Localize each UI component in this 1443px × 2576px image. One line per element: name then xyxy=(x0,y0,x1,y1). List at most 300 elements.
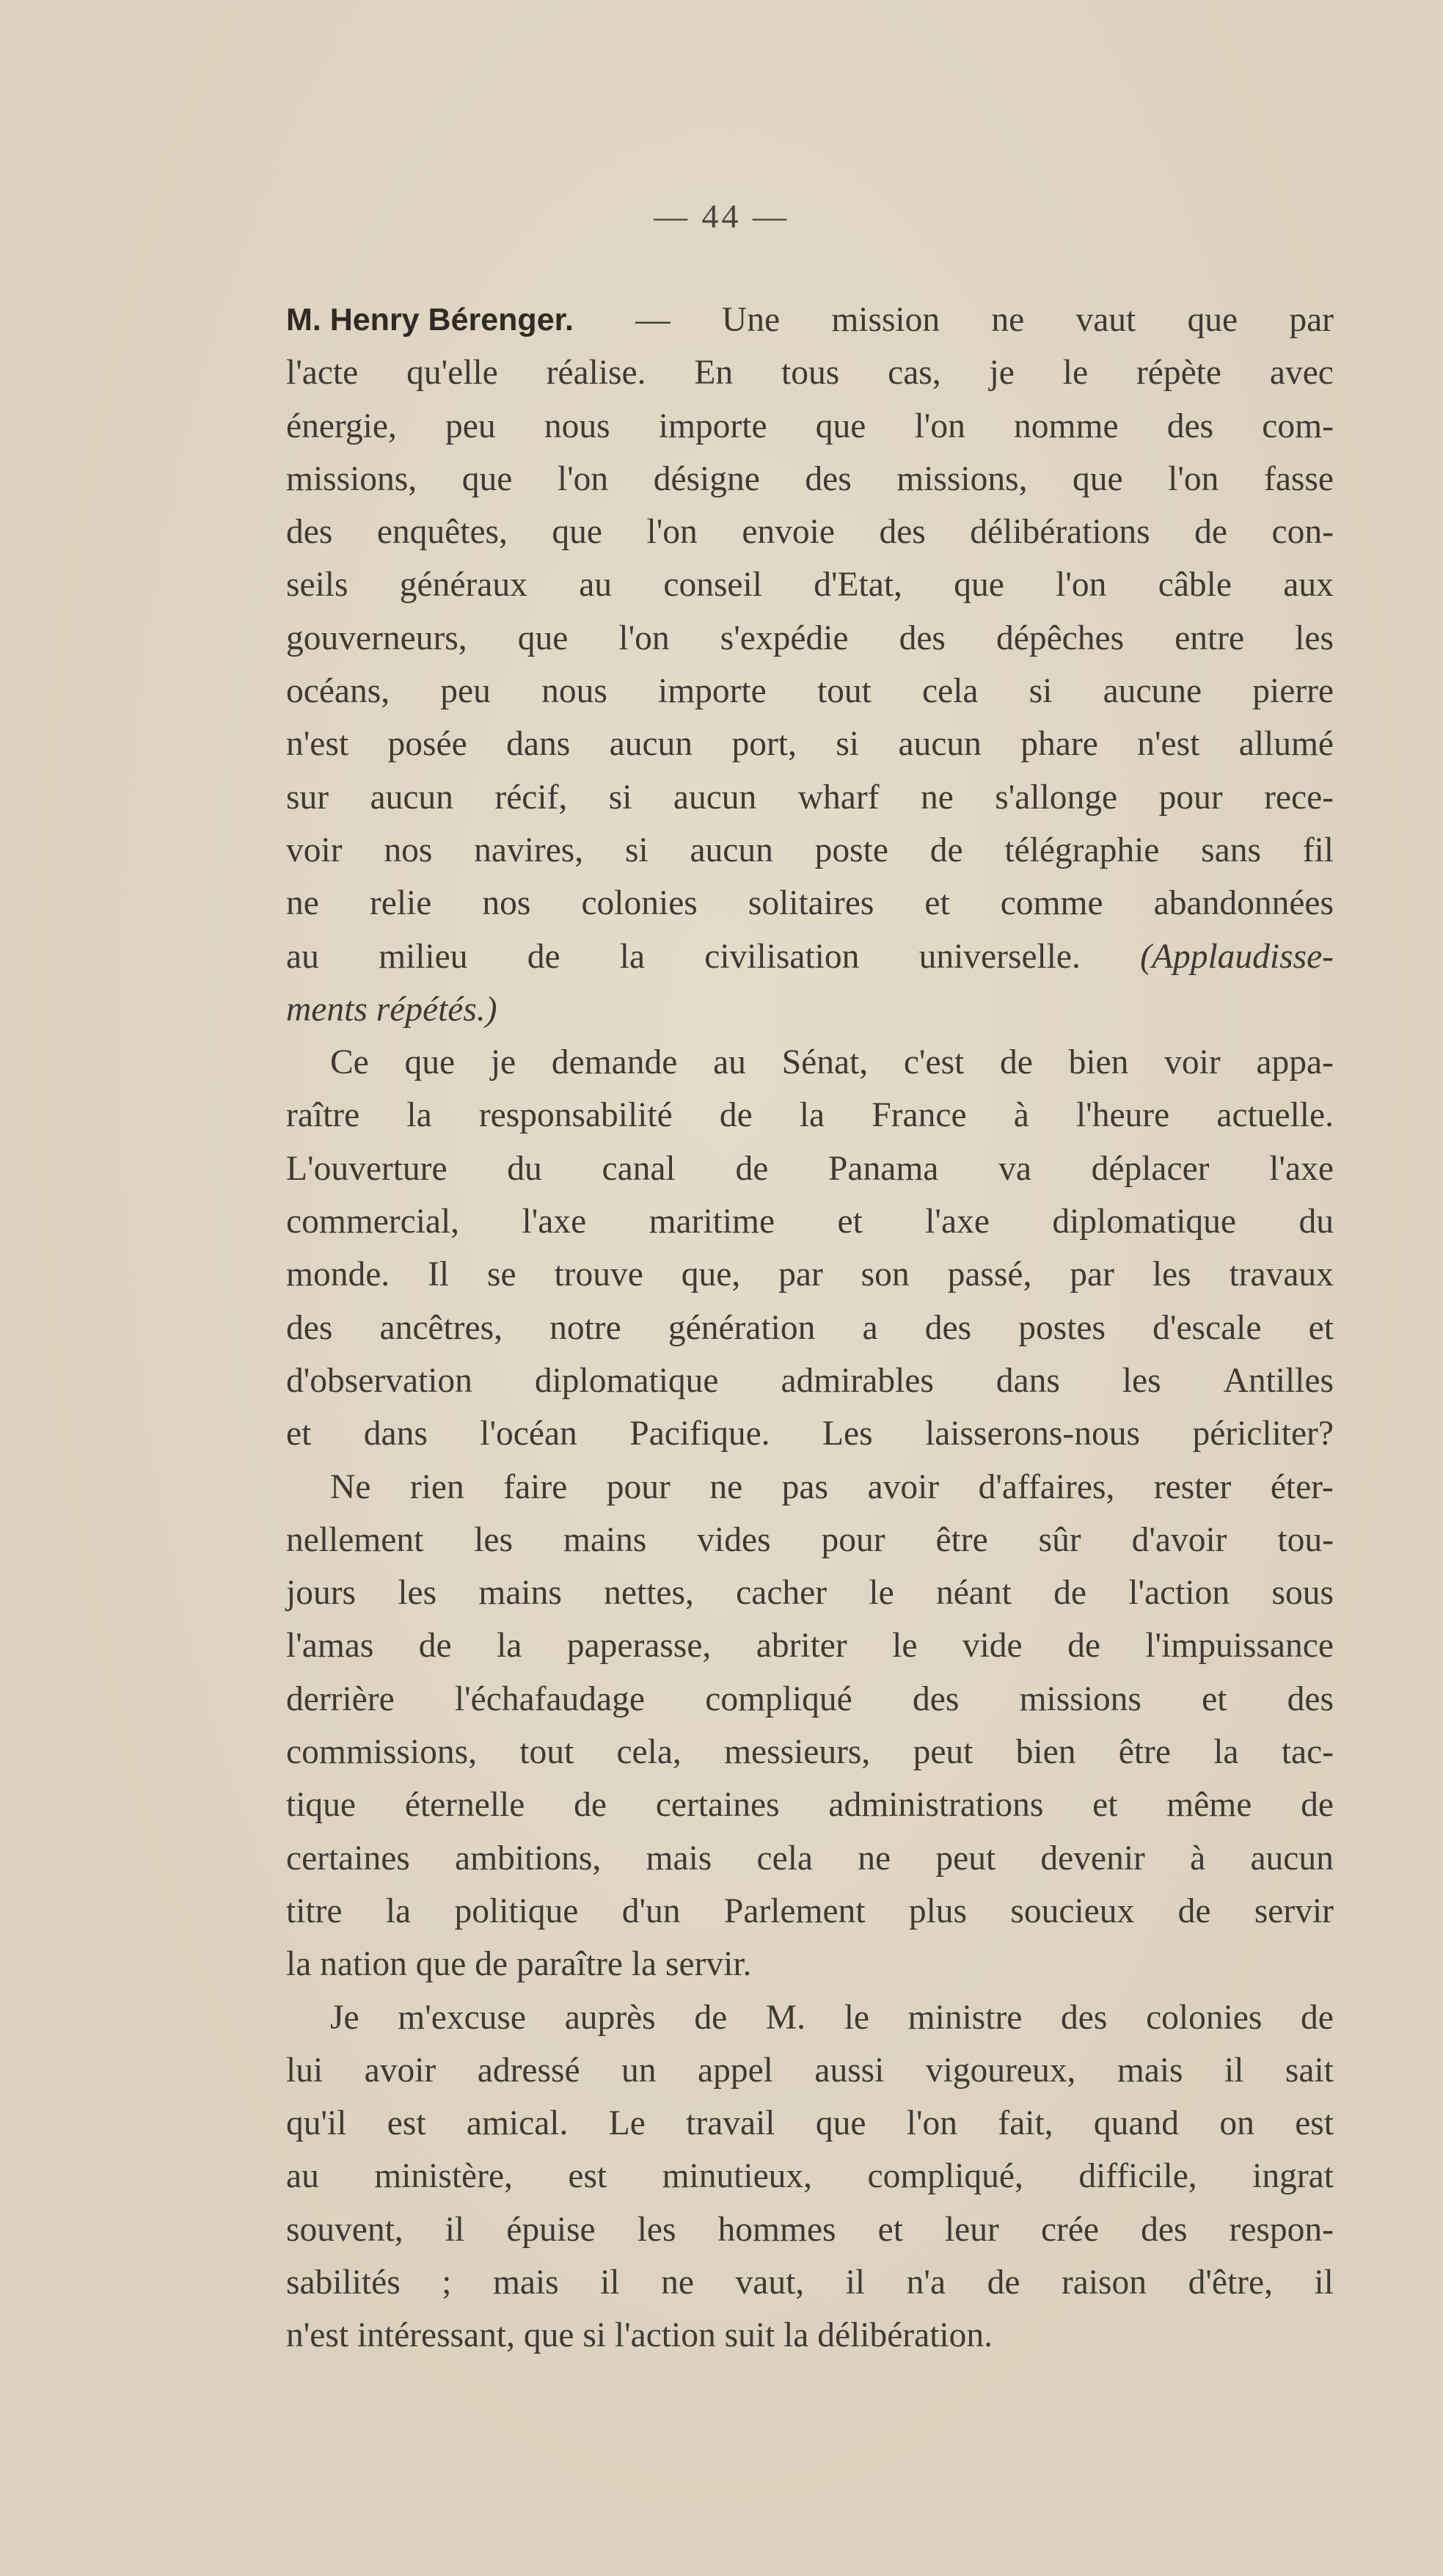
word: aussi xyxy=(814,2051,885,2090)
text-line xyxy=(286,1938,1334,1991)
text-line xyxy=(286,1354,1334,1407)
word: notre xyxy=(549,1308,621,1347)
text-line xyxy=(286,1195,1334,1248)
word: et xyxy=(1308,1308,1334,1347)
text-line xyxy=(286,2309,1334,2362)
word: servir xyxy=(1254,1891,1334,1930)
word: trouve xyxy=(554,1255,643,1294)
word: l'on xyxy=(618,619,670,657)
word: des xyxy=(1287,1679,1334,1718)
word: au xyxy=(713,1043,746,1082)
word: n'est xyxy=(286,2316,349,2355)
word: n'a xyxy=(906,2263,946,2302)
word: importe xyxy=(658,672,767,711)
word: con- xyxy=(1271,513,1334,552)
word: peu xyxy=(440,672,491,711)
word: le xyxy=(1062,354,1089,393)
text-line xyxy=(286,1832,1334,1885)
word: travaux xyxy=(1229,1255,1334,1294)
word: de xyxy=(574,1786,607,1825)
word: aucun xyxy=(1250,1839,1334,1878)
word: des xyxy=(286,1308,333,1347)
word: la xyxy=(406,1096,432,1135)
word: il xyxy=(1224,2051,1244,2090)
word: si xyxy=(608,778,632,817)
word: paperasse, xyxy=(566,1627,712,1665)
word: que xyxy=(523,2316,574,2355)
word: quand xyxy=(1093,2104,1179,2143)
word: l'axe xyxy=(522,1203,587,1241)
word: adressé xyxy=(477,2051,580,2090)
word: conseil xyxy=(663,566,762,605)
word: dans xyxy=(363,1415,428,1453)
word: des xyxy=(924,1308,972,1347)
text-line xyxy=(286,2044,1334,2097)
word: l'on xyxy=(1056,566,1107,605)
applause-note-word: répétés.) xyxy=(376,990,497,1029)
word: que xyxy=(461,459,513,498)
word: raison xyxy=(1061,2263,1147,2302)
text-line xyxy=(286,1514,1334,1566)
word: plus xyxy=(908,1891,968,1930)
word: au xyxy=(286,2157,319,2196)
word: l'amas xyxy=(286,1627,374,1665)
word: l'on xyxy=(1168,459,1219,498)
word: minutieux, xyxy=(662,2157,813,2196)
word: vide xyxy=(962,1627,1023,1665)
word: l'axe xyxy=(1269,1149,1334,1188)
word: que xyxy=(415,1945,467,1984)
text-line xyxy=(286,453,1334,506)
word: tac- xyxy=(1281,1733,1334,1772)
word: gouverneurs, xyxy=(286,619,467,657)
word: au xyxy=(579,566,613,605)
word: et xyxy=(1092,1786,1118,1825)
text-line xyxy=(286,1991,1334,2044)
word: peu xyxy=(445,406,496,445)
word: que xyxy=(1187,301,1238,339)
text-line xyxy=(286,558,1334,611)
word: commissions, xyxy=(286,1733,477,1772)
word: sur xyxy=(286,778,329,817)
word: de xyxy=(1301,1998,1334,2037)
word: l'on xyxy=(646,513,698,552)
word: de xyxy=(475,1945,508,1984)
word: de xyxy=(1000,1043,1033,1082)
word: l'impuissance xyxy=(1145,1627,1334,1665)
text-line xyxy=(286,718,1334,770)
text-line xyxy=(286,1407,1334,1460)
word: déplacer xyxy=(1091,1149,1210,1188)
word: nous xyxy=(541,672,607,711)
word: rester xyxy=(1153,1467,1232,1506)
word: vides xyxy=(697,1520,771,1559)
word: seils xyxy=(286,566,348,605)
word: de xyxy=(719,1096,753,1135)
word: et xyxy=(1202,1679,1227,1718)
word: que xyxy=(517,619,569,657)
word: tous xyxy=(781,354,840,393)
word: appel xyxy=(698,2051,773,2090)
word: Parlement xyxy=(723,1891,866,1930)
word: missions, xyxy=(896,459,1028,498)
word: de xyxy=(735,1149,769,1188)
word: Ce xyxy=(330,1043,369,1082)
word: solitaires xyxy=(748,884,874,923)
word: récif, xyxy=(494,778,568,817)
text-line xyxy=(286,665,1334,718)
word: difficile, xyxy=(1078,2157,1197,2196)
word: civilisation xyxy=(704,937,860,976)
word: maritime xyxy=(649,1203,775,1241)
text-line xyxy=(286,612,1334,665)
word: ne xyxy=(991,301,1025,339)
word: entre xyxy=(1175,619,1245,657)
word: des xyxy=(1061,1998,1108,2037)
word: la xyxy=(286,1945,312,1984)
word: son xyxy=(861,1255,910,1294)
word: aucune xyxy=(1103,672,1202,711)
word: intéressant, xyxy=(357,2316,515,2355)
word: la xyxy=(497,1627,522,1665)
word: canal xyxy=(602,1149,676,1188)
word: la xyxy=(1213,1733,1239,1772)
word: tique xyxy=(286,1786,356,1825)
word: com- xyxy=(1262,406,1334,445)
word: raître xyxy=(286,1096,360,1135)
word: et xyxy=(877,2210,903,2249)
word: que xyxy=(954,566,1004,605)
word: aucun xyxy=(370,778,453,817)
word: les xyxy=(474,1520,513,1559)
word: admirables xyxy=(781,1361,934,1400)
applause-note-word: ments xyxy=(286,990,368,1029)
word: ; xyxy=(442,2263,452,2302)
word: l'action xyxy=(614,2316,716,2355)
word: port, xyxy=(731,725,797,764)
word: par xyxy=(1070,1255,1114,1294)
word: il xyxy=(1314,2263,1334,2302)
text-line xyxy=(286,1778,1334,1831)
word: importe xyxy=(658,406,767,445)
word: avec xyxy=(1269,354,1334,393)
word: derrière xyxy=(286,1679,395,1718)
word: être xyxy=(1118,1733,1171,1772)
word: fil xyxy=(1302,831,1334,869)
word: Une xyxy=(721,301,781,339)
word: soucieux xyxy=(1010,1891,1135,1930)
word: les xyxy=(637,2210,676,2249)
word: fasse xyxy=(1264,459,1334,498)
text-line xyxy=(286,824,1334,877)
word: avoir xyxy=(364,2051,436,2090)
word: tou- xyxy=(1277,1520,1334,1559)
word: ne xyxy=(286,884,319,923)
word: demande xyxy=(551,1043,678,1082)
word: je xyxy=(490,1043,516,1082)
text-line xyxy=(286,1673,1334,1726)
word: laisserons-nous xyxy=(925,1415,1140,1453)
text-line xyxy=(286,400,1334,453)
word: si xyxy=(836,725,859,764)
word: du xyxy=(507,1149,542,1188)
word: que xyxy=(404,1043,456,1082)
word: aucun xyxy=(673,778,757,817)
word: l'axe xyxy=(925,1203,990,1241)
word: les xyxy=(1295,619,1334,657)
word: que xyxy=(552,513,603,552)
word: néant xyxy=(935,1574,1012,1613)
word: délibérations xyxy=(970,513,1150,552)
word: est xyxy=(568,2157,607,2196)
word: peut xyxy=(913,1733,973,1772)
word: cela xyxy=(922,672,979,711)
word: de xyxy=(929,831,963,869)
word: d'un xyxy=(621,1891,681,1930)
word: monde. xyxy=(286,1255,390,1294)
word: il xyxy=(445,2210,465,2249)
applause-note-word: (Applaudisse- xyxy=(1140,937,1334,976)
word: fait, xyxy=(998,2104,1053,2143)
word: En xyxy=(694,354,734,393)
word: des xyxy=(1166,406,1214,445)
word: le xyxy=(892,1627,918,1665)
word: de xyxy=(1067,1627,1100,1665)
word: n'est xyxy=(286,725,349,764)
word: dans xyxy=(506,725,571,764)
word: leur xyxy=(944,2210,999,2249)
word: que xyxy=(815,406,866,445)
word: sans xyxy=(1201,831,1261,869)
word: la xyxy=(783,2316,809,2355)
word: que xyxy=(1073,459,1123,498)
word: l'action xyxy=(1128,1574,1230,1613)
word: l'océan xyxy=(480,1415,577,1453)
word: la xyxy=(631,1945,657,1984)
text-line xyxy=(286,2203,1334,2256)
word: missions, xyxy=(286,459,417,498)
word: pour xyxy=(606,1467,671,1506)
text-line xyxy=(286,877,1334,930)
word: si xyxy=(624,831,649,869)
word: s'expédie xyxy=(720,619,849,657)
word: épuise xyxy=(506,2210,596,2249)
word: d'escale xyxy=(1152,1308,1262,1347)
text-line xyxy=(286,1619,1334,1672)
word: vaut xyxy=(1075,301,1136,339)
word: L'ouverture xyxy=(286,1149,447,1188)
word: péricliter? xyxy=(1192,1415,1334,1453)
word: on xyxy=(1219,2104,1254,2143)
word: responsabilité xyxy=(478,1096,673,1135)
word: a xyxy=(862,1308,878,1347)
word: de xyxy=(987,2263,1020,2302)
text-line xyxy=(286,1248,1334,1301)
word: vigoureux, xyxy=(925,2051,1076,2090)
word: l'échafaudage xyxy=(454,1679,645,1718)
word: réalise. xyxy=(546,354,646,393)
word: titre xyxy=(286,1891,343,1930)
word: rien xyxy=(409,1467,464,1506)
word: compliqué, xyxy=(867,2157,1023,2196)
word: dépêches xyxy=(996,619,1125,657)
word: des xyxy=(1141,2210,1188,2249)
word: diplomatique xyxy=(534,1361,719,1400)
word: d'Etat, xyxy=(814,566,902,605)
word: c'est xyxy=(903,1043,965,1082)
word: France xyxy=(872,1096,967,1135)
word: n'est xyxy=(1137,725,1200,764)
word: un xyxy=(621,2051,657,2090)
word: télégraphie xyxy=(1004,831,1160,869)
word: d'avoir xyxy=(1131,1520,1227,1559)
word: de xyxy=(694,1998,728,2037)
word: et xyxy=(837,1203,863,1241)
word: de xyxy=(1301,1786,1334,1825)
word: si xyxy=(1029,672,1053,711)
word: par xyxy=(778,1255,823,1294)
word: bien xyxy=(1068,1043,1129,1082)
word: avoir xyxy=(867,1467,940,1506)
word: si xyxy=(582,2316,606,2355)
word: de xyxy=(527,937,560,976)
word: des xyxy=(913,1679,960,1718)
word: des xyxy=(899,619,946,657)
text-line xyxy=(286,983,1334,1036)
word: génération xyxy=(668,1308,816,1347)
word: certaines xyxy=(655,1786,780,1825)
word: Sénat, xyxy=(781,1043,869,1082)
word: aucun xyxy=(898,725,982,764)
word: mais xyxy=(492,2263,559,2302)
word: travail xyxy=(686,2104,775,2143)
word: de xyxy=(1053,1574,1086,1613)
word: phare xyxy=(1020,725,1098,764)
word: Antilles xyxy=(1223,1361,1334,1400)
word: mains xyxy=(563,1520,647,1559)
word: le xyxy=(844,1998,869,2037)
word: m'excuse xyxy=(398,1998,527,2037)
word: crée xyxy=(1040,2210,1100,2249)
page-number: — 44 — xyxy=(654,197,789,235)
word: respon- xyxy=(1229,2210,1334,2249)
word: le xyxy=(869,1574,894,1613)
word: ancêtres, xyxy=(379,1308,503,1347)
text-line xyxy=(286,1885,1334,1938)
word: par xyxy=(1289,301,1334,339)
word: voir xyxy=(286,831,343,869)
word: l'on xyxy=(557,459,609,498)
word: à xyxy=(1190,1839,1206,1878)
word: envoie xyxy=(742,513,835,552)
word: M. xyxy=(765,1998,806,2037)
word: désigne xyxy=(653,459,760,498)
text-line xyxy=(286,1036,1334,1089)
word: comme xyxy=(1000,884,1103,923)
text-line xyxy=(286,1142,1334,1195)
word: nos xyxy=(384,831,433,869)
word: l'heure xyxy=(1075,1096,1170,1135)
word: les xyxy=(1152,1255,1191,1294)
word: commercial, xyxy=(286,1203,460,1241)
word: mains xyxy=(478,1574,562,1613)
word: nos xyxy=(482,884,531,923)
word: Panama xyxy=(828,1149,939,1188)
word: colonies xyxy=(581,884,698,923)
word: ministre xyxy=(907,1998,1023,2037)
word: lui xyxy=(286,2051,324,2090)
word: hommes xyxy=(717,2210,836,2249)
word: que xyxy=(815,2104,866,2143)
word: ne xyxy=(858,1839,891,1878)
word: ministère, xyxy=(374,2157,513,2196)
text-line xyxy=(286,506,1334,558)
word: d'affaires, xyxy=(978,1467,1115,1506)
speaker-name: M. Henry Bérenger. xyxy=(286,302,574,337)
word: sous xyxy=(1271,1574,1334,1613)
word: Le xyxy=(608,2104,646,2143)
word: ne xyxy=(709,1467,743,1506)
word: jours xyxy=(286,1574,356,1613)
word: Il xyxy=(428,1255,450,1294)
word: colonies xyxy=(1146,1998,1263,2037)
word: posée xyxy=(387,725,467,764)
text-line xyxy=(286,2097,1334,2150)
word: même xyxy=(1166,1786,1252,1825)
word: et xyxy=(924,884,950,923)
word: — xyxy=(635,301,671,339)
word: cacher xyxy=(736,1574,828,1613)
word: souvent, xyxy=(286,2210,403,2249)
word: l'on xyxy=(906,2104,958,2143)
word: navires, xyxy=(474,831,584,869)
word: nellement xyxy=(286,1520,424,1559)
word: énergie, xyxy=(286,406,397,445)
text-line xyxy=(286,2150,1334,2203)
word: répète xyxy=(1136,354,1221,393)
word: de xyxy=(418,1627,452,1665)
word: universelle. xyxy=(918,937,1081,976)
word: cela xyxy=(756,1839,813,1878)
text-line xyxy=(286,1461,1334,1514)
word: mission xyxy=(831,301,940,339)
word: mais xyxy=(1117,2051,1183,2090)
word: politique xyxy=(454,1891,579,1930)
word: rece- xyxy=(1264,778,1334,817)
word: nomme xyxy=(1014,406,1119,445)
word: aux xyxy=(1283,566,1334,605)
word: pour xyxy=(821,1520,885,1559)
word: et xyxy=(286,1415,312,1453)
word: il xyxy=(845,2263,866,2302)
word: Les xyxy=(822,1415,873,1453)
word: amical. xyxy=(466,2104,569,2143)
word: Ne xyxy=(330,1467,371,1506)
word: missions xyxy=(1019,1679,1141,1718)
word: des xyxy=(805,459,852,498)
word: éternelle xyxy=(404,1786,525,1825)
word: mais xyxy=(646,1839,712,1878)
word: tout xyxy=(817,672,872,711)
word: poste xyxy=(814,831,888,869)
word: Je xyxy=(330,1998,359,2037)
text-line xyxy=(286,1302,1334,1354)
word: diplomatique xyxy=(1052,1203,1236,1241)
word: ambitions, xyxy=(455,1839,602,1878)
word: Pacifique. xyxy=(629,1415,770,1453)
word: sabilités xyxy=(286,2263,401,2302)
word: auprès xyxy=(564,1998,656,2037)
